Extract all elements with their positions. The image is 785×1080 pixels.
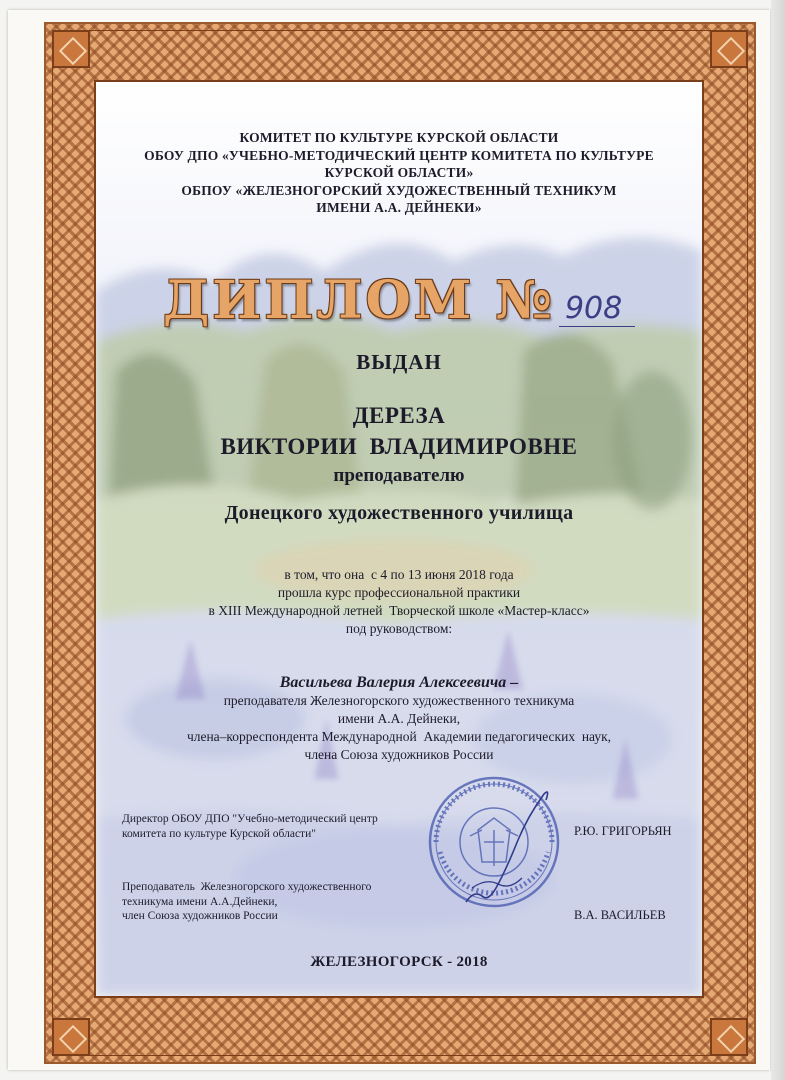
signer-grigoryan: Р.Ю. ГРИГОРЬЯН xyxy=(574,824,672,838)
org-line-5: ИМЕНИ А.А. ДЕЙНЕКИ» xyxy=(316,200,482,215)
issued-label: ВЫДАН xyxy=(356,350,442,374)
supervisor-line-2: имени А.А. Дейнеки, xyxy=(337,711,461,726)
issuing-organizations xyxy=(96,129,702,217)
org-line-1: КОМИТЕТ ПО КУЛЬТУРЕ КУРСКОЙ ОБЛАСТИ xyxy=(239,130,559,145)
diploma-title-row xyxy=(96,270,702,340)
corner-ornament-bottom-right xyxy=(710,1018,748,1056)
body-line-2: прошла курс профессиональной практики xyxy=(277,585,521,600)
corner-ornament-top-left xyxy=(52,30,90,68)
supervisor-line-3: члена–корреспондента Международной Академии педагогических наук, xyxy=(186,729,612,744)
org-line-2: ОБОУ ДПО «УЧЕБНО-МЕТОДИЧЕСКИЙ ЦЕНТР КОМИТЕТА ПО КУЛЬТУРЕ xyxy=(144,147,654,163)
signature-teacher-title xyxy=(122,880,371,924)
teacher-title-line-3: член Союза художников России xyxy=(122,910,278,922)
body-line-3: в XIII Международной летней Творческой школе «Мастер-класс» xyxy=(208,603,590,618)
signer-vasiliev: В.А. ВАСИЛЬЕВ xyxy=(574,908,666,922)
teacher-title-line-1: Преподаватель Железногорского художественного xyxy=(122,881,372,893)
supervisor-block xyxy=(96,674,702,764)
recipient-name: ВИКТОРИИ ВЛАДИМИРОВНЕ xyxy=(220,434,578,459)
recipient-position: преподавателю xyxy=(333,465,465,486)
diploma-inner-panel xyxy=(94,80,704,998)
recipient-block xyxy=(96,400,702,462)
diploma-body xyxy=(96,566,702,638)
diploma-number: 908 xyxy=(559,291,635,327)
corner-ornament-bottom-left xyxy=(52,1018,90,1056)
recipient-institution: Донецкого художественного училища xyxy=(224,502,574,524)
official-stamp-seal xyxy=(426,770,566,920)
org-line-4: ОБПОУ «ЖЕЛЕЗНОГОРСКИЙ ХУДОЖЕСТВЕННЫЙ ТЕХНИКУМ xyxy=(181,182,617,198)
corner-ornament-top-right xyxy=(710,30,748,68)
supervisor-line-4: члена Союза художников России xyxy=(304,747,494,762)
body-line-4: под руководством: xyxy=(345,621,453,636)
director-title-line-1: Директор ОБОУ ДПО "Учебно-методический центр xyxy=(122,813,378,825)
supervisor-name: Васильева Валерия Алексеевича – xyxy=(279,674,519,691)
diploma-title: ДИПЛОМ № xyxy=(163,270,555,331)
recipient-surname: ДЕРЕЗА xyxy=(352,403,446,428)
issue-place-year: ЖЕЛЕЗНОГОРСК - 2018 xyxy=(310,954,488,970)
diploma-sheet xyxy=(8,10,770,1070)
diploma-text-layer xyxy=(96,82,702,996)
teacher-title-line-2: техникума имени А.А.Дейнеки, xyxy=(122,895,278,908)
director-title-line-2: комитета по культуре Курской области" xyxy=(122,827,316,840)
supervisor-line-1: преподавателя Железногорского художественного техникума xyxy=(223,693,575,708)
scan-page-edge xyxy=(771,0,785,1080)
signature-director-title xyxy=(122,812,378,841)
org-line-3: КУРСКОЙ ОБЛАСТИ» xyxy=(324,165,474,180)
body-line-1: в том, что она с 4 по 13 июня 2018 года xyxy=(284,567,514,582)
